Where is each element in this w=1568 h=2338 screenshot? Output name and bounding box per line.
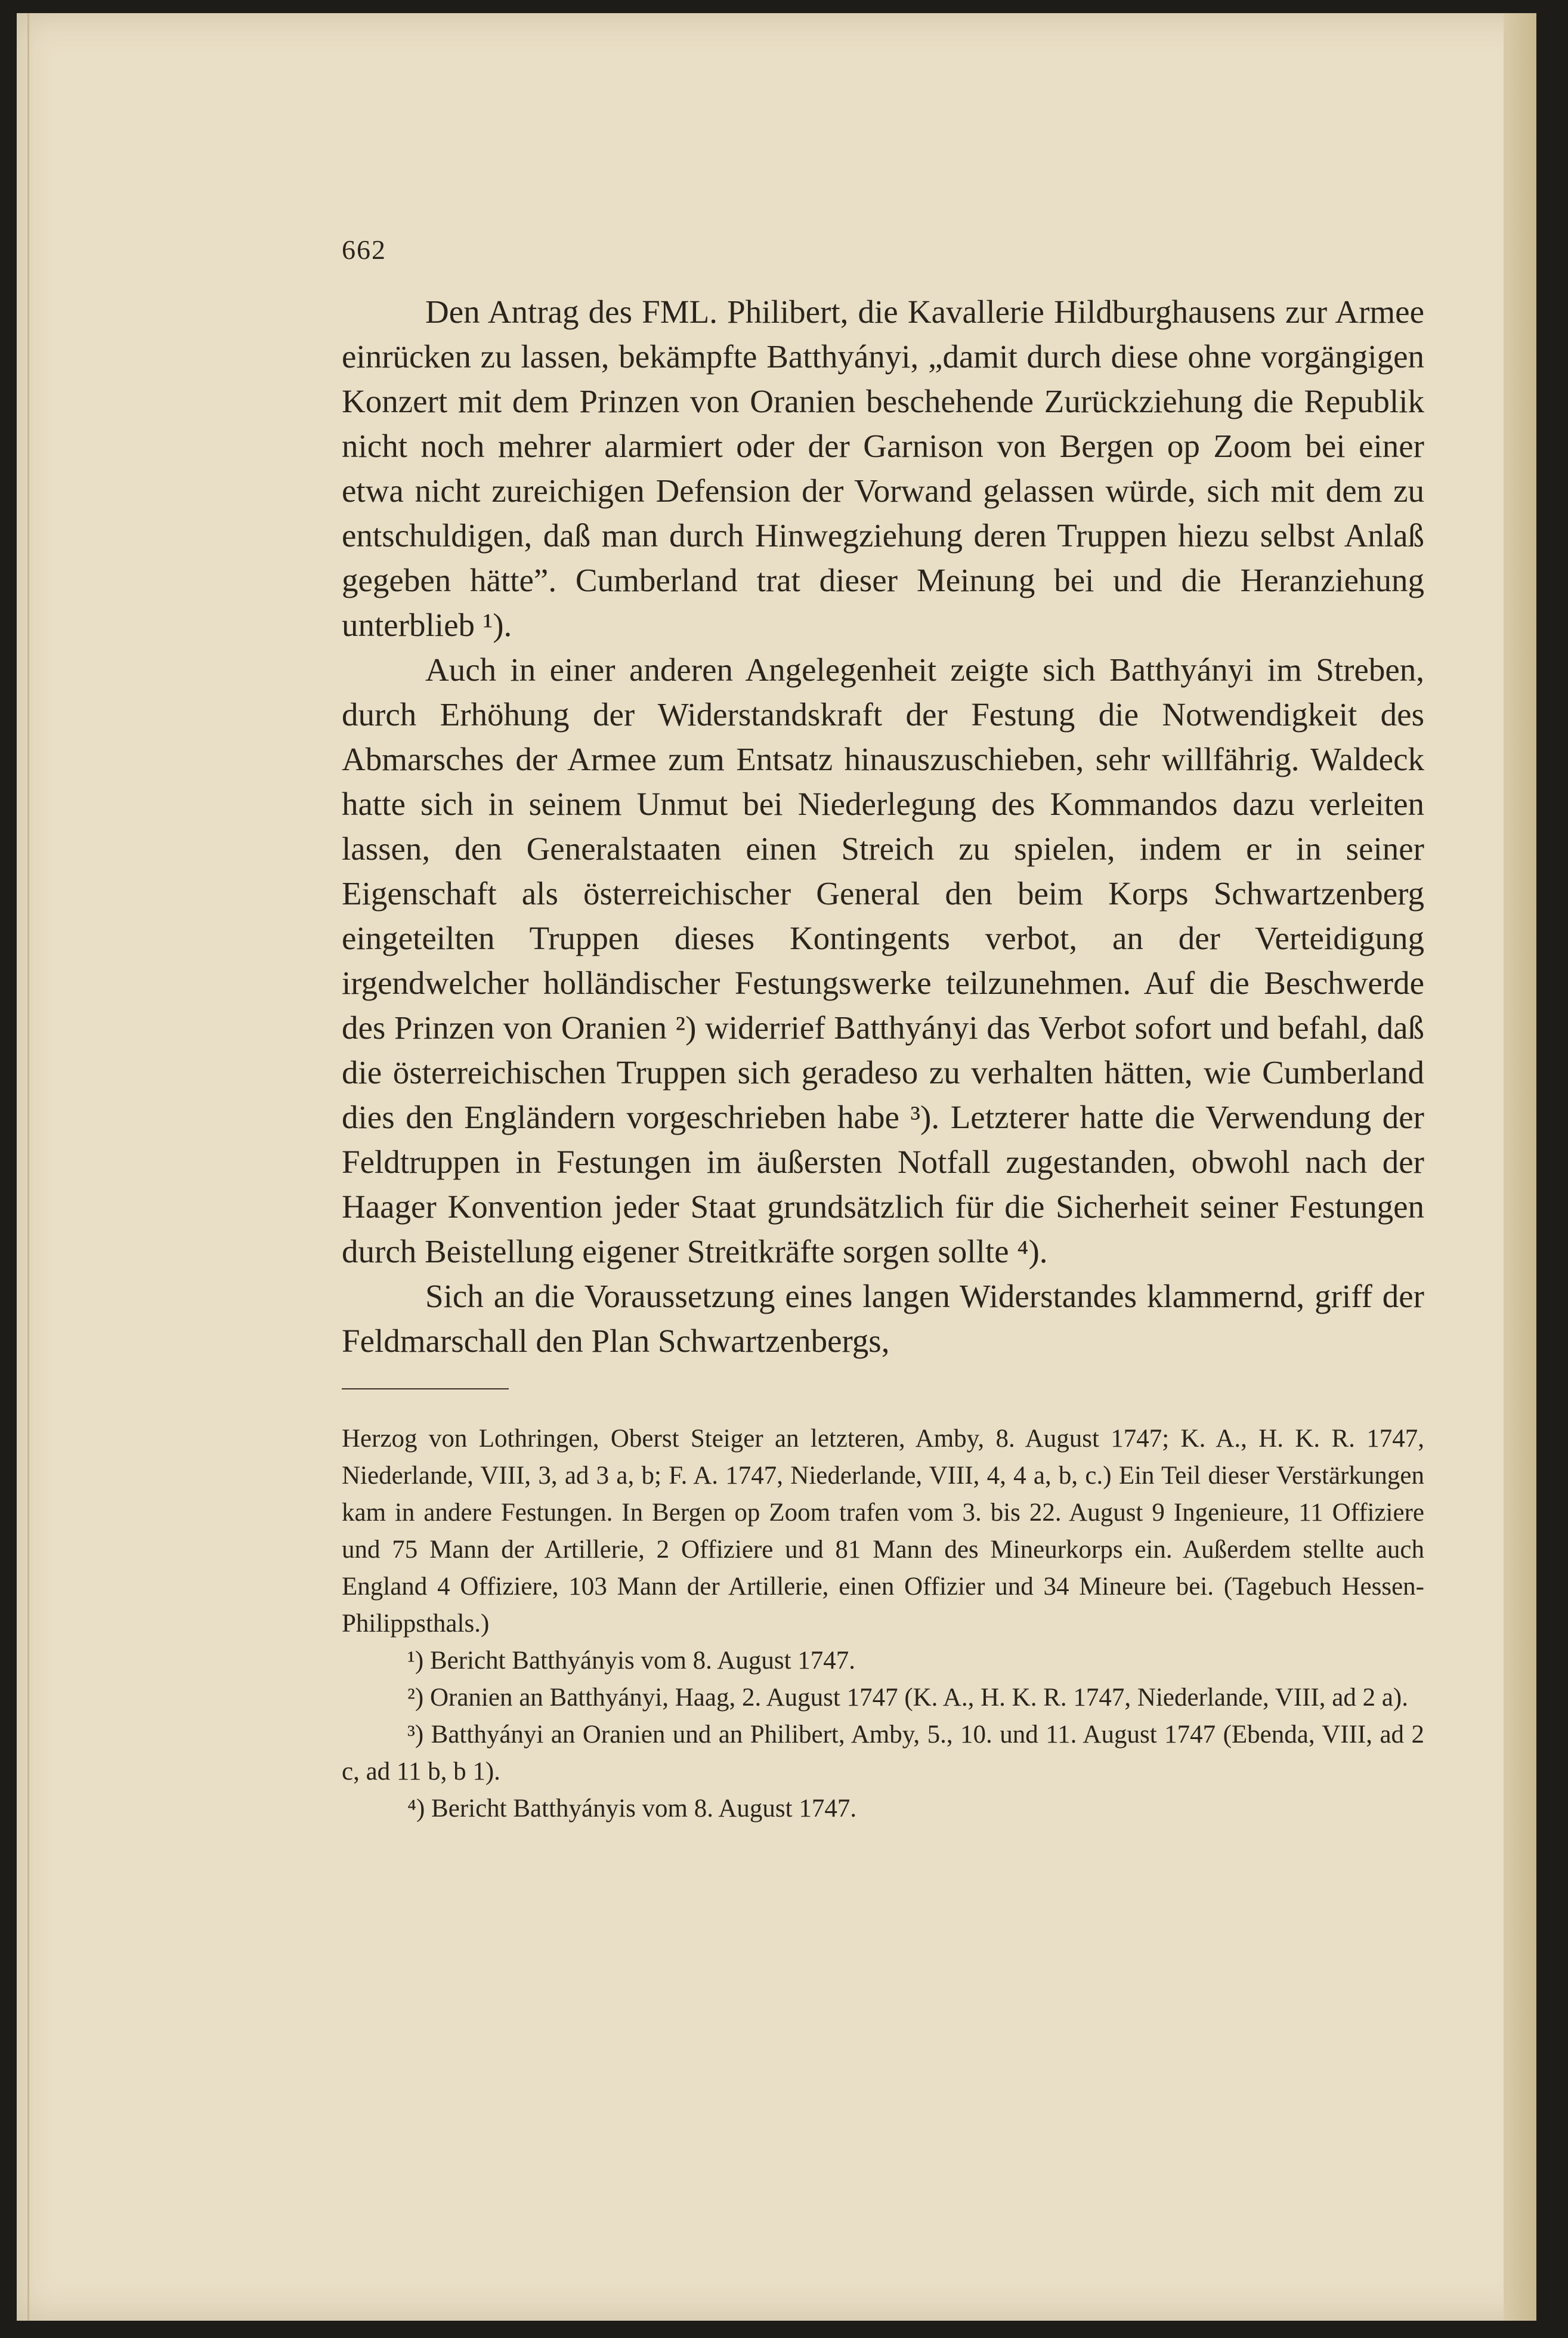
footnote-4: ⁴) Bericht Batthyányis vom 8. August 1747.: [407, 1795, 857, 1823]
text-block: [342, 234, 1424, 1827]
footnote-2: ²) Oranien an Batthyányi, Haag, 2. August 1747 (K. A., H. K. R. 1747, Niederlande, VIII, ad 2 a).: [407, 1684, 1408, 1712]
footnote-continued: Herzog von Lothringen, Oberst Steiger an letzteren, Amby, 8. August 1747; K. A., H. K. R. 1747, Niederlande, VIII, 3, ad 3 a, b; F. A. 1747, Niederlande, VIII, 4, 4 a, b, c.) Ein Teil dieser Verstärkungen kam in andere Festungen. In Bergen op Zoom trafen vom 3. bis 22. August 9 Ingenieure, 11 Offiziere und 75 Mann der Artillerie, 2 Offiziere und 81 Mann des Mineurkorps ein. Außerdem stellte auch England 4 Offiziere, 103 Mann der Artillerie, einen Offizier und 34 Mineure bei. (Tagebuch Hessen-Philippsthals.): [342, 1425, 1424, 1638]
paragraph-1: Den Antrag des FML. Philibert, die Kavallerie Hildburghausens zur Armee einrücken zu lassen, bekämpfte Batthyányi, „damit durch diese ohne vorgängigen Konzert mit dem Prinzen von Oranien beschehende Zurückziehung die Republik nicht noch mehrer alarmiert oder der Garnison von Bergen op Zoom bei einer etwa nicht zureichigen Defension der Vorwand gelassen würde, sich mit dem zu entschuldigen, daß man durch Hinwegziehung deren Truppen hiezu selbst Anlaß gegeben hätte”. Cumberland trat dieser Meinung bei und die Heranziehung unterblieb ¹).: [342, 294, 1424, 643]
footnote-3: ³) Batthyányi an Oranien und an Philibert, Amby, 5., 10. und 11. August 1747 (Ebenda, VIII, ad 2 c, ad 11 b, b 1).: [342, 1721, 1424, 1786]
page-edge: [1504, 13, 1536, 2321]
paragraph-2: Auch in einer anderen Angelegenheit zeigte sich Batthyányi im Streben, durch Erhöhung der Widerstandskraft der Festung die Notwendigkeit des Abmarsches der Armee zum Entsatz hinauszuschieben, sehr willfährig. Waldeck hatte sich in seinem Unmut bei Niederlegung des Kommandos dazu verleiten lassen, den Generalstaaten einen Streich zu spielen, indem er in seiner Eigenschaft als österreichischer General den beim Korps Schwartzenberg eingeteilten Truppen dieses Kontingents verbot, an der Verteidigung irgendwelcher holländischer Festungswerke teilzunehmen. Auf die Beschwerde des Prinzen von Oranien ²) widerrief Batthyányi das Verbot sofort und befahl, daß die österreichischen Truppen sich geradeso zu verhalten hätten, wie Cumberland dies den Engländern vorgeschrieben habe ³). Letzterer hatte die Verwendung der Feldtruppen in Festungen im äußersten Notfall zugestanden, obwohl nach der Haager Konvention jeder Staat grundsätzlich für die Sicherheit seiner Festungen durch Beistellung eigener Streitkräfte sorgen sollte ⁴).: [342, 651, 1424, 1270]
page-left-rule: [27, 13, 29, 2321]
page-number: 662: [342, 234, 386, 265]
book-page: [17, 13, 1536, 2321]
paragraph-3: Sich an die Voraussetzung eines langen Widerstandes klammernd, griff der Feldmarschall den Plan Schwartzenbergs,: [342, 1278, 1424, 1359]
footnote-rule: [342, 1388, 509, 1389]
footnote-1: ¹) Bericht Batthyányis vom 8. August 1747.: [407, 1647, 856, 1675]
